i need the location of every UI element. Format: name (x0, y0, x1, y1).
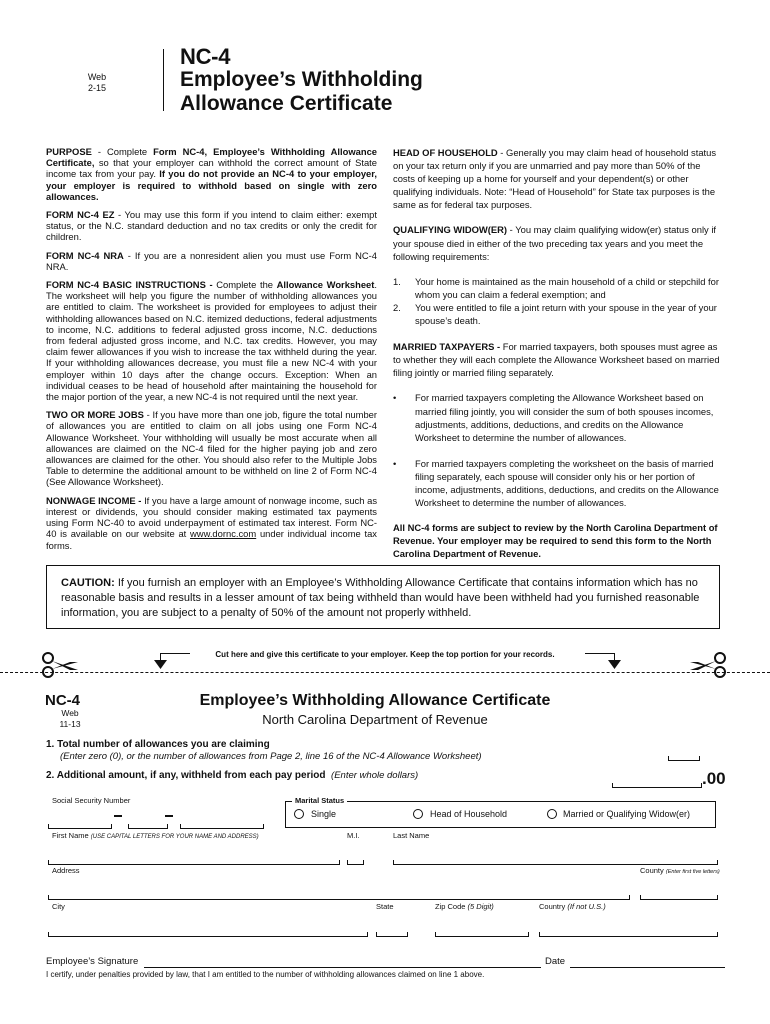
nonwage-heading: NONWAGE INCOME - (46, 494, 142, 506)
radio-hoh-label: Head of Household (430, 809, 508, 819)
form-title-line1: Employee’s Withholding (180, 68, 423, 91)
caution-text: If you furnish an employer with an Employee’s Withholding Allowance Certificate that contains information which has no reasonable basis and results in a lesser amount of tax being withheld than would have been withheld had you furnished reasonable information, you are subject to a penalty of 50% of the amount not properly withheld. (61, 577, 700, 619)
jobs-paragraph (46, 409, 377, 487)
purpose-heading: PURPOSE (46, 146, 92, 157)
zip-note: (5 Digit) (467, 902, 494, 911)
form-title (180, 68, 423, 116)
purpose-text-b: Form NC-4, Employee’s Withholding Allowance Certificate, (46, 146, 378, 169)
ssn-dash (165, 815, 173, 817)
website-link[interactable]: www.dornc.com (190, 528, 257, 540)
address-input[interactable] (48, 895, 630, 900)
country-label-group (539, 902, 606, 911)
jobs-heading: TWO OR MORE JOBS (46, 409, 144, 421)
jobs-text: - If you have more than one job, figure the total number of allowances you are entitled to claim on all jobs using one Form NC-4 Allowance Worksheet. Your withholding will usually be most accurate when all allowances are claimed on the NC-4 filed for the higher paying job and zero allowances are claimed for the other. You should also refer to the Multiple Jobs Table to determine the additional amount to be withheld on line 2 of Form NC-4 (See Allowance Worksheet). (46, 409, 377, 488)
radio-married[interactable] (547, 809, 557, 819)
scissors-icon (688, 650, 728, 680)
certificate-version (55, 708, 85, 730)
nonwage-text-b: under individual income tax forms. (46, 528, 377, 551)
line1-note: (Enter zero (0), or the number of allowances from Page 2, line 16 of the NC-4 Allowance Worksheet) (60, 751, 482, 762)
last-name-input[interactable] (393, 860, 718, 865)
county-note: (Enter first five letters) (665, 869, 720, 875)
ez-text: - You may use this form if you intend to claim either: exempt status, or the N.C. standard deduction and no tax credits or only the credit for children. (46, 209, 378, 243)
form-id: NC-4 (180, 44, 231, 69)
arrow-down-icon (154, 660, 168, 670)
cut-instructions: Cut here and give this certificate to your employer. Keep the top portion for your records. (215, 650, 555, 659)
date-line[interactable] (570, 967, 725, 968)
marital-status-label: Marital Status (292, 796, 347, 805)
certificate-version-label: 11-13 (59, 719, 81, 729)
line1-label: 1. Total number of allowances you are claiming (46, 739, 270, 750)
line2-note: (Enter whole dollars) (331, 770, 419, 781)
instructions-right-column (393, 146, 724, 560)
certificate-web-label: Web (61, 708, 79, 718)
country-label: Country (539, 902, 566, 911)
list-text: For married taxpayers completing the Allowance Worksheet based on married filing jointly, you will consider the sum of both spouses incomes, adjustments, additions, deductions, and credits on the Allowance Worksheet to determine the number of allowances. (415, 392, 714, 443)
nonwage-text-a: If you have a large amount of nonwage income, such as interest or dividends, you should consider making estimated tax payments using Form NC-40 to avoid underpayment of estimated tax interest. Form NC-40 is available on our website at (46, 494, 378, 540)
bullet: • (393, 392, 397, 404)
bullet: • (393, 457, 397, 469)
hoh-paragraph (393, 146, 724, 211)
purpose-text-c: so that your employer can withhold the correct amount of State income tax from your pay. (46, 157, 377, 180)
purpose-text-d: If you do not provide an NC-4 to your employer, your employer is required to withhold based on single with zero allowances. (46, 168, 377, 202)
zip-input[interactable] (435, 932, 529, 937)
address-label: Address (52, 866, 80, 875)
mi-label: M.I. (347, 831, 360, 840)
married-text: For married taxpayers, both spouses must agree as to whether they will each complete the Allowance Worksheet based on married filing jointly or married filing separately. (393, 341, 720, 379)
arrow-down-icon (608, 660, 622, 670)
requirements-list (393, 275, 724, 327)
signature-label: Employee’s Signature (46, 956, 139, 967)
first-name-label: First Name (52, 831, 89, 840)
allowances-input[interactable] (668, 756, 700, 761)
header-divider (163, 49, 164, 111)
hoh-heading: HEAD OF HOUSEHOLD (393, 147, 498, 158)
qw-text: - You may claim qualifying widow(er) status only if your spouse died in either of the two preceding tax years and you meet the following requirements: (393, 224, 717, 262)
certificate-form-id: NC-4 (45, 692, 81, 709)
list-text: For married taxpayers completing the worksheet on the basis of married filing separately, each spouse will consider only his or her portion of income, adjustments, additions, deductions, and credits on the Allowance Worksheet to determine the number of allowances. (415, 457, 719, 509)
country-note: (If not U.S.) (567, 902, 606, 911)
county-input[interactable] (640, 895, 718, 900)
review-notice: All NC-4 forms are subject to review by the North Carolina Department of Revenue. Your employer may be required to send this form to the North Carolina Department of Revenue. (393, 522, 718, 560)
first-name-input[interactable] (48, 860, 340, 865)
state-label: State (376, 902, 394, 911)
country-input[interactable] (539, 932, 718, 937)
list-number: 1. (393, 275, 401, 287)
nra-heading: FORM NC-4 NRA (46, 249, 124, 261)
list-item (393, 457, 724, 509)
caution-label: CAUTION: (61, 577, 115, 589)
ez-heading: FORM NC-4 EZ (46, 209, 115, 221)
mi-input[interactable] (347, 860, 364, 865)
line2-label (46, 770, 418, 781)
list-text: Your home is maintained as the main household of a child or stepchild for whom you can claim a federal exemption; and (415, 275, 719, 300)
header-web-label: Web (87, 72, 107, 82)
ssn-dash (114, 815, 122, 817)
state-input[interactable] (376, 932, 408, 937)
zip-label: Zip Code (435, 902, 466, 911)
certificate-subtitle: North Carolina Department of Revenue (262, 712, 488, 727)
first-name-label-group (52, 831, 259, 840)
hoh-text: - Generally you may claim head of household status on your tax return only if you are unmarried and pay more than 50% of the costs of keeping up a home for yourself and your dependent(s) or other qualifying individuals. Note: “Head of Household” for State tax purposes is the same as for federal tax purposes. (393, 147, 717, 211)
nra-paragraph (46, 250, 377, 272)
purpose-paragraph (46, 146, 377, 202)
radio-single-label: Single (311, 809, 337, 819)
ssn-input-part1[interactable] (48, 824, 112, 829)
basic-paragraph (46, 279, 377, 402)
qw-heading: QUALIFYING WIDOW(ER) (393, 224, 508, 236)
capital-letters-note: (USE CAPITAL LETTERS FOR YOUR NAME AND ADDRESS) (90, 834, 259, 840)
married-heading: MARRIED TAXPAYERS - (393, 341, 501, 353)
certificate-title: Employee’s Withholding Allowance Certificate (199, 692, 551, 709)
list-number: 2. (393, 301, 401, 313)
radio-single[interactable] (294, 809, 304, 819)
basic-heading: FORM NC-4 BASIC INSTRUCTIONS - (46, 279, 213, 291)
certification-statement: I certify, under penalties provided by law, that I am entitled to the number of withholding allowances claimed on line 1 above. (46, 970, 485, 979)
caution-box (46, 565, 720, 629)
radio-head-of-household[interactable] (413, 809, 423, 819)
list-item (393, 391, 724, 443)
basic-text-c: . The worksheet will help you figure the number of withholding allowances you are entitled to claim. The worksheet is provided for employees to adjust their withholding allowances based on N.C. itemized deductions, federal adjustments to income, N.C. additions to federal adjusted gross income, N.C. deductions from federal adjusted gross income, and N.C. tax credits. However, you may claim fewer allowances if you wish to increase the tax withheld during the year. If your withholding allowances decrease, you must file a new NC-4 with your employer within 10 days after the change occurs. Exception: When an individual ceases to be head of household after maintaining the household for the major portion of the year, a new NC-4 is not required until the next year. (46, 279, 378, 403)
signature-line[interactable] (144, 967, 541, 968)
county-label-group (640, 866, 720, 875)
header-version-label: 2-15 (87, 83, 106, 93)
nra-text: - If you are a nonresident alien you must use Form NC-4 NRA. (46, 249, 377, 272)
married-paragraph (393, 340, 724, 379)
last-name-label: Last Name (393, 831, 430, 840)
ssn-label: Social Security Number (52, 796, 131, 805)
qw-paragraph (393, 223, 724, 262)
scissors-icon (40, 650, 80, 680)
list-item (393, 275, 724, 301)
date-label: Date (545, 956, 566, 967)
zip-label-group (435, 902, 494, 911)
ssn-input-part2[interactable] (128, 824, 168, 829)
city-label: City (52, 902, 65, 911)
list-text: You were entitled to file a joint return with your spouse in the year of your spouse’s death. (415, 301, 717, 327)
ssn-input-part3[interactable] (180, 824, 264, 829)
radio-married-label: Married or Qualifying Widow(er) (563, 809, 691, 819)
additional-amount-input[interactable] (612, 783, 702, 788)
cut-line (0, 672, 770, 673)
cut-bracket-left (160, 653, 190, 654)
header-version (82, 72, 112, 94)
city-input[interactable] (48, 932, 368, 937)
form-title-line2: Allowance Certificate (180, 92, 393, 115)
cents-label: .00 (702, 769, 726, 788)
county-label: County (640, 866, 664, 875)
list-item (393, 301, 724, 327)
nonwage-paragraph (46, 495, 377, 551)
basic-text-a: Complete the (212, 279, 277, 291)
purpose-text-a: - Complete (91, 146, 154, 157)
instructions-left-column (46, 146, 377, 558)
basic-text-b: Allowance Worksheet (276, 279, 375, 291)
ez-paragraph (46, 209, 377, 243)
cut-bracket-right (585, 653, 615, 654)
line2-text: 2. Additional amount, if any, withheld from each pay period (46, 770, 326, 781)
